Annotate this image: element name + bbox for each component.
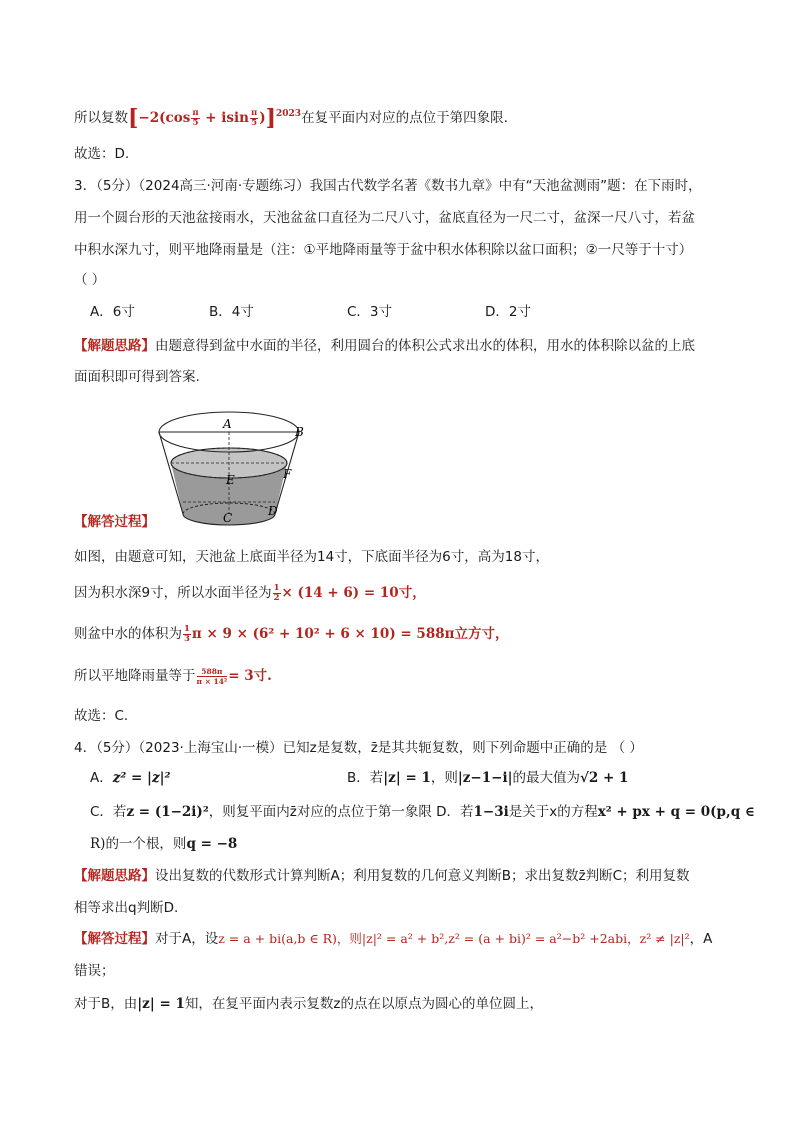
third-den: 3 xyxy=(184,634,190,644)
q4-last-a: 对于B，由 xyxy=(74,996,138,1012)
half-num: 1 xyxy=(273,583,280,593)
label-c: C xyxy=(223,511,233,525)
q3-process-line-4 xyxy=(74,666,272,686)
q3-p3-expr xyxy=(182,626,509,642)
q4-b-expr1: |z| = 1 xyxy=(383,770,431,786)
third-num: 1 xyxy=(184,624,190,634)
q3-stem-line-4: （ ） xyxy=(74,272,106,288)
q4-process-text: 对于A，设 xyxy=(155,931,219,947)
basin-figure xyxy=(150,398,330,534)
frac-num-b: π xyxy=(250,108,258,118)
q3-process-line-1: 如图，由题意可知，天池盆上底面半径为14寸，下底面半径为6寸，高为18寸， xyxy=(74,549,549,565)
q4-thinking-2: 相等求出q判断D. xyxy=(74,900,179,916)
expr-part-b: + isin xyxy=(200,110,249,126)
q4-a-expr: z² = |z|² xyxy=(112,770,171,786)
frac-den: 5 xyxy=(192,118,199,128)
q3-stem-line-3: 中积水深九寸，则平地降雨量是（注：①平地降雨量等于盆中积水体积除以盆口面积；②一尺等于十寸） xyxy=(74,242,693,258)
q3-option-c: C．3寸 xyxy=(347,304,393,320)
q3-stem-line-1: 3．（5分）（2024高三·河南·专题练习）我国古代数学名著《数书九章》中有“天池盆测雨”题：在下雨时， xyxy=(74,178,702,194)
q3-p3-text: 则盆中水的体积为 xyxy=(74,626,182,642)
q4-d-eq: x² + px + q = 0(p,q ∈ xyxy=(597,804,755,820)
q4-thinking-label: 【解题思路】 xyxy=(74,868,155,884)
q4-a-label: A． xyxy=(90,770,113,786)
q4-stem: 4．（5分）（2023·上海宝山·一模）已知z是复数，z̄是其共轭复数，则下列命题中正确的是 （ ） xyxy=(74,740,643,756)
q3-p4-expr-text: = 3寸. xyxy=(228,668,272,684)
q4-b-val: √2 + 1 xyxy=(580,770,629,786)
exponent: 2023 xyxy=(276,109,302,119)
q3-p4-expr xyxy=(196,668,272,684)
q4-b-expr2: |z−1−i| xyxy=(457,770,513,786)
q2-expression: [−2(cos $\frac{\pi}{5}$ + isin $\frac{\pi}{5}$ )]$^{2023}$ xyxy=(128,105,302,131)
q3-option-a: A．6寸 xyxy=(90,304,135,320)
q4-option-a xyxy=(90,768,170,788)
q4-d-q: q = −8 xyxy=(186,836,238,852)
fraction-third xyxy=(183,625,191,644)
bracket-close: ] xyxy=(265,105,277,131)
q4-b-end: 的最大值为 xyxy=(512,770,580,786)
q2-text-after: 在复平面内对应的点位于第四象限. xyxy=(301,110,508,126)
q2-answer: 故选：D. xyxy=(74,146,130,162)
q4-process-line-2: 错误； xyxy=(74,963,115,979)
label-a: A xyxy=(223,417,232,431)
q4-option-c-d xyxy=(90,802,755,822)
label-b: B xyxy=(295,425,304,439)
frac-num: π xyxy=(192,108,199,118)
q4-b-label: B．若 xyxy=(347,770,384,786)
bracket-open: [ xyxy=(128,105,139,131)
q3-answer: 故选：C. xyxy=(74,708,129,724)
q3-process-label: 【解答过程】 xyxy=(74,514,155,530)
q4-b-mid: ，则 xyxy=(430,770,458,786)
q4-d-expr: 1−3i xyxy=(473,804,509,820)
q4-d-text2: 的一个根，则 xyxy=(105,836,187,852)
fraction-rain xyxy=(197,667,228,686)
q3-stem-line-2: 用一个圆台形的天池盆接雨水，天池盆盆口直径为二尺八寸，盆底直径为一尺二寸，盆深一尺八寸，若盆 xyxy=(74,210,695,226)
q4-d-text: 是关于x的方程 xyxy=(508,804,598,820)
q4-c-text: ，则复平面内z̄对应的点位于第一象限 D．若 xyxy=(208,804,474,820)
q3-thinking-text: 由题意得到盆中水面的半径，利用圆台的体积公式求出水的体积，用水的体积除以盆的上底 xyxy=(155,338,695,354)
q3-option-d: D．2寸 xyxy=(485,304,531,320)
q3-p2-expr-text: × (14 + 6) = 10寸， xyxy=(281,585,426,601)
q4-last-b: 知，在复平面内表示复数z的点在以原点为圆心的单位圆上， xyxy=(184,996,543,1012)
q4-process-label: 【解答过程】 xyxy=(74,931,155,947)
q3-p3-expr-text: π × 9 × (6² + 10² + 6 × 10) = 588π立方寸， xyxy=(191,626,509,642)
q3-process-line-2 xyxy=(74,583,426,603)
q4-d-r: R) xyxy=(90,836,106,852)
q2-text-before: 所以复数 xyxy=(74,110,128,126)
fraction-pi-5 xyxy=(191,109,199,128)
q3-option-b: B．4寸 xyxy=(209,304,254,320)
q4-option-b xyxy=(347,768,628,788)
half-den: 2 xyxy=(273,593,280,603)
q4-c-expr: z = (1−2i)² xyxy=(126,804,209,820)
q3-thinking-2: 面面积即可得到答案. xyxy=(74,369,200,385)
rain-num: 588π xyxy=(197,667,228,677)
expr-part-a: −2(cos xyxy=(138,110,191,126)
q3-thinking xyxy=(74,336,695,356)
label-e: E xyxy=(226,473,235,487)
frac-den-b: 5 xyxy=(251,118,258,128)
rain-den: π × 14² xyxy=(196,677,228,686)
q4-last-expr: |z| = 1 xyxy=(137,996,185,1012)
q3-process-line-3 xyxy=(74,624,509,644)
q4-last-line xyxy=(74,994,543,1014)
q3-p2-expr xyxy=(272,585,426,601)
q4-c-label: C．若 xyxy=(90,804,127,820)
fraction-pi-5-b xyxy=(250,109,258,128)
q4-process-expr: z = a + bi(a,b ∈ R)，则|z|² = a² + b²,z² = (a + bi)² = a²−b² +2abi，z² ≠ |z|² xyxy=(218,931,690,946)
q3-p2-text: 因为积水深9寸，所以水面半径为 xyxy=(74,585,272,601)
q4-process-end: ，A xyxy=(689,931,713,947)
q3-thinking-label: 【解题思路】 xyxy=(74,338,155,354)
q4-option-d-line-2 xyxy=(90,834,237,854)
q4-process xyxy=(74,929,712,949)
q4-thinking-text: 设出复数的代数形式计算判断A；利用复数的几何意义判断B；求出复数z̄判断C；利用复数 xyxy=(155,868,690,884)
fraction-half xyxy=(273,584,281,603)
q3-p4-text: 所以平地降雨量等于 xyxy=(74,668,196,684)
q4-thinking xyxy=(74,866,690,886)
q2-conclusion xyxy=(74,104,508,131)
label-d: D xyxy=(268,504,278,518)
label-f: F xyxy=(283,467,292,481)
